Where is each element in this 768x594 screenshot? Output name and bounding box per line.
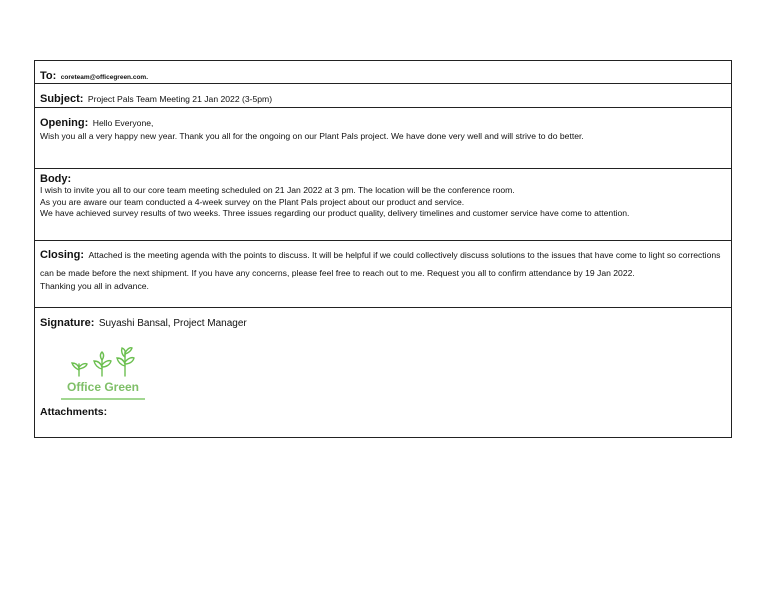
closing-label: Closing: — [40, 249, 84, 261]
body-label: Body: — [40, 173, 72, 185]
to-row — [35, 61, 731, 84]
to-address: coreteam@officegreen.com. — [60, 74, 149, 81]
subject-value: Project Pals Team Meeting 21 Jan 2022 (3-5pm) — [87, 94, 273, 104]
logo-text: Office Green — [66, 380, 140, 394]
closing-row — [35, 241, 731, 308]
body-line: We have achieved survey results of two weeks. Three issues regarding our product quality, delivery timelines and customer service have come to attention. — [40, 208, 630, 219]
signature-value: Suyashi Bansal, Project Manager — [98, 318, 247, 329]
attachments-label: Attachments: — [40, 406, 108, 418]
closing-thanks: Thanking you all in advance. — [40, 281, 149, 291]
email-template-table — [34, 60, 732, 438]
office-green-logo — [58, 340, 148, 406]
opening-row — [35, 108, 731, 169]
body-line: As you are aware our team conducted a 4-week survey on the Plant Pals project about our product and service. — [40, 196, 465, 207]
body-line: I wish to invite you all to our core team meeting scheduled on 21 Jan 2022 at 3 pm. The location will be the conference room. — [40, 185, 515, 195]
to-label: To: — [40, 70, 57, 82]
subject-row — [35, 84, 731, 108]
subject-label: Subject: — [40, 93, 84, 105]
opening-label: Opening: — [40, 117, 89, 129]
body-row — [35, 169, 731, 241]
signature-label: Signature: — [40, 317, 95, 329]
opening-greeting: Hello Everyone, — [92, 118, 154, 128]
signature-row — [35, 308, 731, 437]
closing-text: Attached is the meeting agenda with the points to discuss. It will be helpful if we could collectively discuss solutions to the issues that have come to light so corrections can be made before the next shipment. If you have any concerns, please feel free to reach out to me. Request you all to confirm attendance by 19 Jan 2022. — [40, 250, 721, 278]
opening-text: Wish you all a very happy new year. Thank you all for the ongoing on our Plant Pals project. We have done very well and will strive to do better. — [40, 131, 584, 141]
